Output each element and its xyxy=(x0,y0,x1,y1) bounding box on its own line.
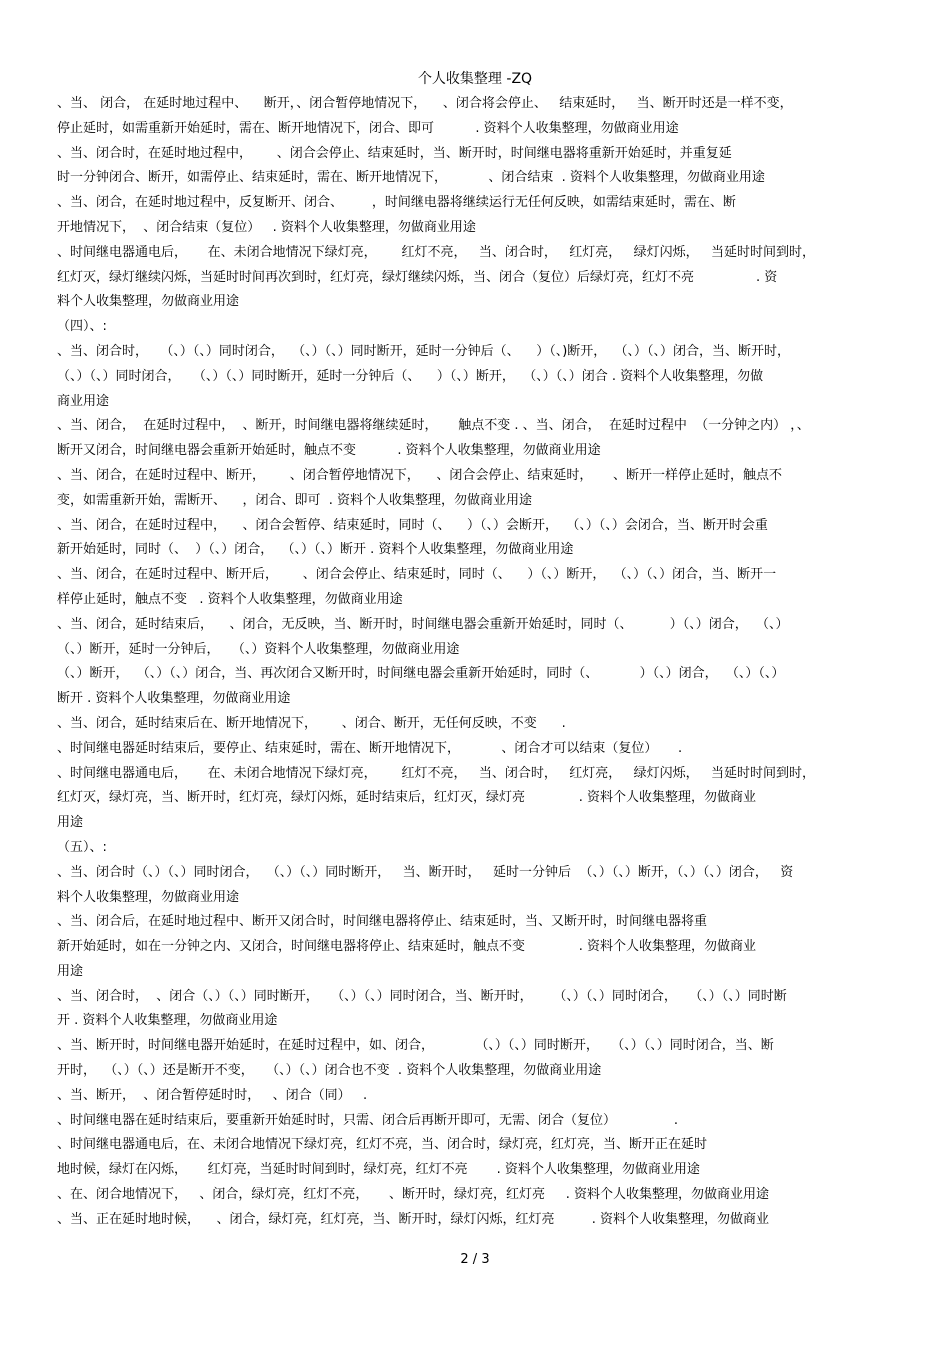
text-line: 、在、闭合地情况下， 、闭合，绿灯亮，红灯不亮， 、断开时，绿灯亮，红灯亮 . 资料个人收集整理，勿做商业用途 xyxy=(57,1187,769,1203)
text-line: （、）断开，延时一分钟后， （、）资料个人收集整理，勿做商业用途 xyxy=(57,641,460,657)
text-line: 、时间继电器延时结束后，要停止、结束延时，需在、断开地情况下， 、闭合才可以结束（复位） . xyxy=(57,740,683,756)
text-line: 新开始延时，如在一分钟之内、又闭合，时间继电器将停止、结束延时，触点不变 . 资料个人收集整理，勿做商业 xyxy=(57,939,756,955)
document-body xyxy=(57,92,893,1233)
text-line: 料个人收集整理，勿做商业用途 xyxy=(57,889,240,905)
text-line: 用途 xyxy=(57,815,84,831)
text-line: 商业用途 xyxy=(57,393,110,409)
text-line: 、当、闭合时， 、闭合（、）（、）同时断开， （、）（、）同时闭合，当、断开时， （、）（、）同时闭合， （、）（、）同时断 xyxy=(57,988,787,1004)
text-line: 、当、闭合，延时结束后， 、闭合，无反映，当、断开时，时间继电器会重新开始延时，同时（、 ）（、）闭合， （、） xyxy=(57,616,789,632)
text-line: 、当、闭合时，在延时地过程中， 、闭合会停止、结束延时，当、断开时，时间继电器将重新开始延时，并重复延 xyxy=(57,145,732,161)
text-line: （、）断开， （、）（、）闭合，当、再次闭合又断开时，时间继电器会重新开始延时，同时（、 ）（、）闭合， （、）（、） xyxy=(57,666,785,682)
text-line: 开时， （、）（、）还是断开不变， （、）（、）闭合也不变 . 资料个人收集整理，勿做商业用途 xyxy=(57,1063,602,1079)
text-line: 、当、闭合，延时结束后在、断开地情况下， 、闭合、断开，无任何反映，不变 . xyxy=(57,715,566,731)
text-line: 、当、闭合后，在延时地过程中、断开又闭合时，时间继电器将停止、结束延时，当、又断开时，时间继电器将重 xyxy=(57,914,708,930)
text-line: 、时间继电器通电后， 在、未闭合地情况下绿灯亮， 红灯不亮， 当、闭合时， 红灯亮， 绿灯闪烁， 当延时时间到时， xyxy=(57,244,816,260)
text-line: 、当、正在延时地时候， 、闭合，绿灯亮，红灯亮，当、断开时，绿灯闪烁，红灯亮 . 资料个人收集整理，勿做商业 xyxy=(57,1211,769,1227)
text-line: 、当、 闭合， 在延时地过程中、 断开，、闭合暂停地情况下， 、闭合将会停止、 结束延时， 当、断开时还是一样不变， xyxy=(57,96,793,111)
text-line: 、当、闭合时， （、）（、）同时闭合， （、）（、）同时断开，延时一分钟后（、 ）（、)断开， （、）（、）闭合，当、断开时， xyxy=(57,343,791,359)
text-line: 、时间继电器在延时结束后，要重新开始延时时，只需、闭合后再断开即可，无需、闭合（复位） . xyxy=(57,1112,678,1128)
text-line: 时一分钟闭合、断开，如需停止、结束延时，需在、断开地情况下， 、闭合结束 . 资料个人收集整理，勿做商业用途 xyxy=(57,170,765,186)
text-line: （四）、: xyxy=(57,319,107,335)
text-line: 开 . 资料个人收集整理，勿做商业用途 xyxy=(57,1013,278,1029)
text-line: 用途 xyxy=(57,963,84,979)
text-line: 停止延时，如需重新开始延时，需在、断开地情况下，闭合、即可 . 资料个人收集整理，勿做商业用途 xyxy=(57,120,679,136)
page-header-title: 个人收集整理 -ZQ xyxy=(417,71,533,87)
text-line: 红灯灭，绿灯继续闪烁，当延时时间再次到时，红灯亮，绿灯继续闪烁，当、闭合（复位）后绿灯亮，红灯不亮 . 资 xyxy=(57,269,778,285)
text-line: 、当、闭合，在延时过程中、断开后， 、闭合会停止、结束延时，同时（、 ）（、）断开， （、）（、）闭合，当、断开一 xyxy=(57,567,777,583)
page-number: 2 / 3 xyxy=(460,1252,490,1267)
text-line: 、当、断开时，时间继电器开始延时，在延时过程中，如、闭合， （、）（、）同时断开， （、）（、）同时闭合，当、断 xyxy=(57,1038,774,1054)
text-line: 、当、闭合，在延时地过程中，反复断开、闭合、 ，时间继电器将继续运行无任何反映，如需结束延时，需在、断 xyxy=(57,195,736,211)
text-line: 、时间继电器通电后，在、未闭合地情况下绿灯亮，红灯不亮，当、闭合时，绿灯亮，红灯亮，当、断开正在延时 xyxy=(57,1137,708,1153)
text-line: 地时候，绿灯在闪烁， 红灯亮，当延时时间到时，绿灯亮，红灯不亮 . 资料个人收集整理，勿做商业用途 xyxy=(57,1162,700,1178)
text-line: 、当、闭合， 在延时过程中， 、断开，时间继电器将继续延时， 触点不变 . 、当、闭合， 在延时过程中 （一分钟之内） ，、 xyxy=(57,418,810,434)
text-line: （、）（、）同时闭合， （、）（、）同时断开，延时一分钟后（、 ）（、）断开， （、）（、）闭合 . 资料个人收集整理，勿做 xyxy=(57,368,764,384)
text-line: 变，如需重新开始，需断开、 ，闭合、即可 . 资料个人收集整理，勿做商业用途 xyxy=(57,492,533,508)
text-line: 断开又闭合，时间继电器会重新开始延时，触点不变 . 资料个人收集整理，勿做商业用途 xyxy=(57,443,601,459)
text-line: 新开始延时，同时（、 ）（、）闭合， （、）（、）断开 . 资料个人收集整理，勿做商业用途 xyxy=(57,542,574,558)
text-line: 、当、闭合，在延时过程中， 、闭合会暂停、结束延时，同时（、 ）（、）会断开， （、）（、）会闭合，当、断开时会重 xyxy=(57,517,768,533)
text-line: 、当、闭合，在延时过程中、断开， 、闭合暂停地情况下， 、闭合会停止、结束延时， 、断开一样停止延时，触点不 xyxy=(57,467,782,483)
text-line: 、当、闭合时（、）（、）同时闭合， （、）（、）同时断开， 当、断开时， 延时一分钟后 （、）（、）断开，（、）（、）闭合， 资 xyxy=(57,864,794,880)
text-line: 断开 . 资料个人收集整理，勿做商业用途 xyxy=(57,691,291,707)
text-line: 料个人收集整理，勿做商业用途 xyxy=(57,294,240,310)
text-line: （五）、: xyxy=(57,839,107,855)
text-line: 开地情况下， 、闭合结束（复位） . 资料个人收集整理，勿做商业用途 xyxy=(57,219,476,235)
text-line: 红灯灭，绿灯亮，当、断开时，红灯亮，绿灯闪烁，延时结束后，红灯灭，绿灯亮 . 资料个人收集整理，勿做商业 xyxy=(57,790,756,806)
text-line: 、时间继电器通电后， 在、未闭合地情况下绿灯亮， 红灯不亮， 当、闭合时， 红灯亮， 绿灯闪烁， 当延时时间到时， xyxy=(57,765,816,781)
text-line: 样停止延时，触点不变 . 资料个人收集整理，勿做商业用途 xyxy=(57,591,403,607)
text-line: 、当、断开， 、闭合暂停延时时， 、闭合（同） . xyxy=(57,1087,368,1103)
